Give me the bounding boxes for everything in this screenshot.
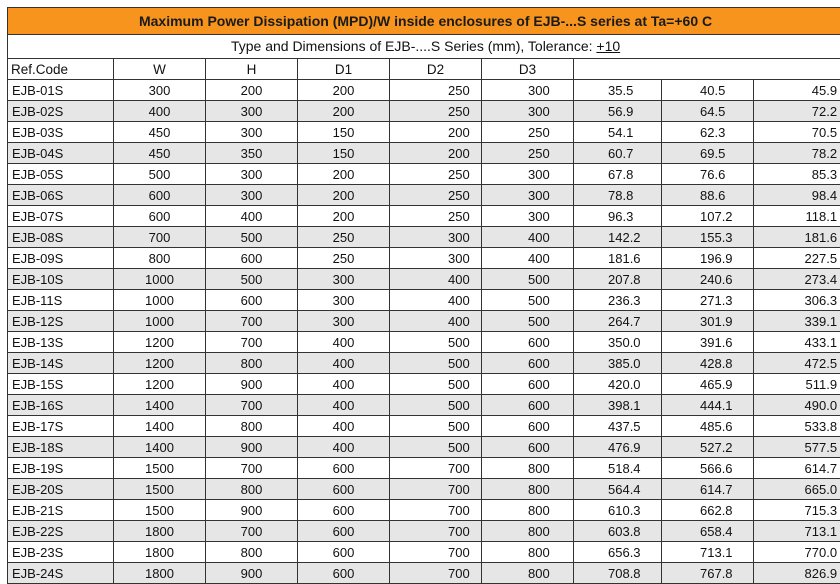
cell-ref-code: EJB-11S [8, 290, 114, 311]
cell-w: 1200 [114, 353, 206, 374]
cell-ref-code: EJB-05S [8, 164, 114, 185]
cell-d2: 500 [390, 374, 482, 395]
cell-d1: 250 [298, 227, 390, 248]
cell-mpd-1: 385.0 [574, 353, 662, 374]
table-row [8, 458, 840, 479]
cell-mpd-3: 770.0 [754, 542, 840, 563]
cell-d3: 500 [482, 311, 574, 332]
table-row [8, 353, 840, 374]
cell-d2: 300 [390, 248, 482, 269]
mpd-table [7, 7, 840, 584]
header-row [8, 59, 840, 80]
cell-w: 1200 [114, 374, 206, 395]
cell-d3: 800 [482, 563, 574, 584]
cell-d1: 600 [298, 521, 390, 542]
table-row [8, 479, 840, 500]
cell-h: 200 [206, 80, 298, 101]
cell-mpd-3: 665.0 [754, 479, 840, 500]
cell-d3: 300 [482, 185, 574, 206]
tolerance-value: +10 [596, 38, 620, 54]
cell-ref-code: EJB-21S [8, 500, 114, 521]
cell-mpd-2: 767.8 [662, 563, 754, 584]
cell-w: 1500 [114, 479, 206, 500]
table-row [8, 332, 840, 353]
cell-h: 800 [206, 416, 298, 437]
cell-w: 1800 [114, 542, 206, 563]
cell-mpd-3: 118.1 [754, 206, 840, 227]
cell-ref-code: EJB-10S [8, 269, 114, 290]
cell-mpd-1: 181.6 [574, 248, 662, 269]
cell-ref-code: EJB-02S [8, 101, 114, 122]
cell-d3: 250 [482, 143, 574, 164]
cell-d2: 700 [390, 542, 482, 563]
cell-d2: 400 [390, 269, 482, 290]
cell-d3: 300 [482, 101, 574, 122]
cell-w: 1400 [114, 395, 206, 416]
cell-d3: 400 [482, 248, 574, 269]
cell-h: 600 [206, 290, 298, 311]
cell-h: 700 [206, 458, 298, 479]
cell-d2: 500 [390, 353, 482, 374]
table-row [8, 80, 840, 101]
cell-mpd-3: 533.8 [754, 416, 840, 437]
cell-h: 900 [206, 563, 298, 584]
cell-mpd-2: 155.3 [662, 227, 754, 248]
cell-mpd-1: 420.0 [574, 374, 662, 395]
cell-mpd-2: 76.6 [662, 164, 754, 185]
cell-d3: 600 [482, 416, 574, 437]
cell-d2: 500 [390, 416, 482, 437]
table-row [8, 122, 840, 143]
cell-mpd-1: 603.8 [574, 521, 662, 542]
header-d2: D2 [390, 59, 482, 80]
cell-d3: 600 [482, 332, 574, 353]
cell-d2: 500 [390, 332, 482, 353]
cell-w: 800 [114, 248, 206, 269]
cell-mpd-1: 142.2 [574, 227, 662, 248]
table-row [8, 311, 840, 332]
cell-w: 1400 [114, 437, 206, 458]
cell-mpd-2: 658.4 [662, 521, 754, 542]
cell-mpd-3: 826.9 [754, 563, 840, 584]
cell-mpd-2: 713.1 [662, 542, 754, 563]
header-ref-code: Ref.Code [8, 59, 114, 80]
cell-d3: 300 [482, 80, 574, 101]
cell-h: 350 [206, 143, 298, 164]
cell-h: 900 [206, 437, 298, 458]
cell-d3: 800 [482, 458, 574, 479]
cell-d1: 200 [298, 164, 390, 185]
cell-h: 700 [206, 311, 298, 332]
table-row [8, 542, 840, 563]
cell-mpd-3: 45.9 [754, 80, 840, 101]
table-row [8, 416, 840, 437]
cell-mpd-1: 207.8 [574, 269, 662, 290]
cell-mpd-1: 96.3 [574, 206, 662, 227]
cell-w: 1000 [114, 290, 206, 311]
cell-d3: 800 [482, 500, 574, 521]
cell-mpd-2: 240.6 [662, 269, 754, 290]
cell-mpd-3: 70.5 [754, 122, 840, 143]
cell-mpd-3: 433.1 [754, 332, 840, 353]
cell-ref-code: EJB-18S [8, 437, 114, 458]
cell-mpd-2: 428.8 [662, 353, 754, 374]
cell-h: 300 [206, 185, 298, 206]
cell-d3: 800 [482, 479, 574, 500]
cell-mpd-2: 196.9 [662, 248, 754, 269]
cell-mpd-1: 610.3 [574, 500, 662, 521]
cell-mpd-3: 472.5 [754, 353, 840, 374]
cell-d3: 800 [482, 542, 574, 563]
cell-d1: 300 [298, 269, 390, 290]
cell-h: 500 [206, 227, 298, 248]
cell-ref-code: EJB-17S [8, 416, 114, 437]
cell-mpd-2: 40.5 [662, 80, 754, 101]
cell-mpd-3: 78.2 [754, 143, 840, 164]
cell-h: 300 [206, 101, 298, 122]
cell-d1: 200 [298, 80, 390, 101]
header-blank [574, 59, 840, 80]
cell-d2: 250 [390, 206, 482, 227]
cell-w: 1000 [114, 311, 206, 332]
cell-d2: 250 [390, 185, 482, 206]
cell-mpd-3: 490.0 [754, 395, 840, 416]
table-row [8, 395, 840, 416]
cell-h: 500 [206, 269, 298, 290]
cell-mpd-3: 98.4 [754, 185, 840, 206]
cell-ref-code: EJB-23S [8, 542, 114, 563]
cell-mpd-2: 88.6 [662, 185, 754, 206]
cell-w: 1800 [114, 563, 206, 584]
cell-mpd-1: 518.4 [574, 458, 662, 479]
cell-w: 1800 [114, 521, 206, 542]
cell-d1: 150 [298, 122, 390, 143]
cell-mpd-2: 465.9 [662, 374, 754, 395]
cell-h: 700 [206, 395, 298, 416]
cell-mpd-3: 273.4 [754, 269, 840, 290]
subtitle-text: Type and Dimensions of EJB-....S Series (mm), Tolerance: [231, 38, 596, 54]
cell-d1: 600 [298, 479, 390, 500]
cell-d1: 200 [298, 185, 390, 206]
cell-w: 1400 [114, 416, 206, 437]
cell-d2: 700 [390, 479, 482, 500]
cell-d3: 600 [482, 395, 574, 416]
cell-mpd-2: 566.6 [662, 458, 754, 479]
cell-ref-code: EJB-19S [8, 458, 114, 479]
cell-mpd-1: 350.0 [574, 332, 662, 353]
cell-w: 1200 [114, 332, 206, 353]
cell-d2: 400 [390, 290, 482, 311]
table-row [8, 374, 840, 395]
cell-mpd-3: 72.2 [754, 101, 840, 122]
cell-mpd-2: 444.1 [662, 395, 754, 416]
cell-d1: 400 [298, 353, 390, 374]
cell-d2: 250 [390, 101, 482, 122]
cell-d1: 300 [298, 290, 390, 311]
table-row [8, 563, 840, 584]
cell-d2: 700 [390, 500, 482, 521]
cell-mpd-3: 339.1 [754, 311, 840, 332]
cell-ref-code: EJB-08S [8, 227, 114, 248]
cell-ref-code: EJB-07S [8, 206, 114, 227]
cell-ref-code: EJB-04S [8, 143, 114, 164]
cell-d2: 200 [390, 122, 482, 143]
cell-mpd-1: 398.1 [574, 395, 662, 416]
table-row [8, 101, 840, 122]
cell-d1: 250 [298, 248, 390, 269]
table-title: Maximum Power Dissipation (MPD)/W inside enclosures of EJB-...S series at Ta=+60 C [8, 8, 840, 35]
cell-h: 400 [206, 206, 298, 227]
cell-h: 900 [206, 500, 298, 521]
cell-ref-code: EJB-12S [8, 311, 114, 332]
title-row [8, 8, 840, 35]
cell-d3: 400 [482, 227, 574, 248]
table-row [8, 248, 840, 269]
cell-mpd-1: 60.7 [574, 143, 662, 164]
cell-d1: 400 [298, 395, 390, 416]
header-d3: D3 [482, 59, 574, 80]
cell-d1: 400 [298, 374, 390, 395]
cell-mpd-3: 511.9 [754, 374, 840, 395]
cell-h: 800 [206, 353, 298, 374]
cell-d3: 250 [482, 122, 574, 143]
cell-h: 300 [206, 164, 298, 185]
cell-h: 800 [206, 479, 298, 500]
cell-d1: 400 [298, 416, 390, 437]
cell-h: 300 [206, 122, 298, 143]
cell-w: 450 [114, 122, 206, 143]
cell-mpd-1: 56.9 [574, 101, 662, 122]
cell-d2: 300 [390, 227, 482, 248]
cell-d3: 600 [482, 374, 574, 395]
cell-mpd-3: 306.3 [754, 290, 840, 311]
cell-d2: 500 [390, 395, 482, 416]
table-row [8, 143, 840, 164]
cell-d1: 200 [298, 101, 390, 122]
cell-mpd-1: 476.9 [574, 437, 662, 458]
cell-mpd-2: 391.6 [662, 332, 754, 353]
cell-d2: 700 [390, 458, 482, 479]
subtitle-row [8, 35, 840, 59]
cell-d3: 500 [482, 290, 574, 311]
cell-ref-code: EJB-24S [8, 563, 114, 584]
cell-mpd-3: 713.1 [754, 521, 840, 542]
cell-h: 600 [206, 248, 298, 269]
cell-h: 700 [206, 332, 298, 353]
cell-ref-code: EJB-13S [8, 332, 114, 353]
cell-d2: 250 [390, 80, 482, 101]
table-row [8, 185, 840, 206]
cell-ref-code: EJB-09S [8, 248, 114, 269]
mpd-table-container [7, 7, 833, 584]
cell-d1: 400 [298, 437, 390, 458]
cell-ref-code: EJB-20S [8, 479, 114, 500]
cell-d2: 200 [390, 143, 482, 164]
table-row [8, 437, 840, 458]
cell-h: 700 [206, 521, 298, 542]
cell-mpd-1: 67.8 [574, 164, 662, 185]
table-row [8, 290, 840, 311]
cell-mpd-2: 527.2 [662, 437, 754, 458]
cell-mpd-3: 614.7 [754, 458, 840, 479]
table-row [8, 269, 840, 290]
cell-mpd-2: 107.2 [662, 206, 754, 227]
cell-d1: 600 [298, 500, 390, 521]
cell-mpd-3: 181.6 [754, 227, 840, 248]
cell-d2: 700 [390, 521, 482, 542]
cell-d1: 600 [298, 563, 390, 584]
cell-ref-code: EJB-01S [8, 80, 114, 101]
cell-h: 800 [206, 542, 298, 563]
cell-d3: 800 [482, 521, 574, 542]
cell-mpd-3: 715.3 [754, 500, 840, 521]
cell-d2: 400 [390, 311, 482, 332]
cell-mpd-1: 264.7 [574, 311, 662, 332]
cell-mpd-1: 564.4 [574, 479, 662, 500]
cell-d1: 400 [298, 332, 390, 353]
cell-w: 500 [114, 164, 206, 185]
cell-mpd-2: 614.7 [662, 479, 754, 500]
cell-mpd-2: 301.9 [662, 311, 754, 332]
cell-w: 1500 [114, 458, 206, 479]
cell-mpd-1: 236.3 [574, 290, 662, 311]
cell-d3: 600 [482, 437, 574, 458]
cell-d3: 300 [482, 206, 574, 227]
cell-ref-code: EJB-16S [8, 395, 114, 416]
table-row [8, 164, 840, 185]
header-d1: D1 [298, 59, 390, 80]
cell-w: 600 [114, 206, 206, 227]
cell-w: 400 [114, 101, 206, 122]
cell-mpd-1: 78.8 [574, 185, 662, 206]
cell-ref-code: EJB-22S [8, 521, 114, 542]
cell-d2: 500 [390, 437, 482, 458]
cell-d3: 500 [482, 269, 574, 290]
cell-ref-code: EJB-15S [8, 374, 114, 395]
cell-mpd-2: 485.6 [662, 416, 754, 437]
cell-w: 1500 [114, 500, 206, 521]
cell-mpd-2: 62.3 [662, 122, 754, 143]
cell-mpd-1: 708.8 [574, 563, 662, 584]
cell-ref-code: EJB-14S [8, 353, 114, 374]
cell-d3: 600 [482, 353, 574, 374]
cell-mpd-1: 35.5 [574, 80, 662, 101]
table-row [8, 521, 840, 542]
table-subtitle [8, 35, 840, 59]
cell-mpd-1: 656.3 [574, 542, 662, 563]
cell-w: 450 [114, 143, 206, 164]
cell-mpd-3: 227.5 [754, 248, 840, 269]
cell-d1: 600 [298, 542, 390, 563]
cell-w: 600 [114, 185, 206, 206]
table-row [8, 206, 840, 227]
cell-ref-code: EJB-03S [8, 122, 114, 143]
cell-w: 700 [114, 227, 206, 248]
cell-w: 1000 [114, 269, 206, 290]
cell-w: 300 [114, 80, 206, 101]
cell-mpd-1: 54.1 [574, 122, 662, 143]
cell-mpd-2: 271.3 [662, 290, 754, 311]
header-h: H [206, 59, 298, 80]
table-row [8, 227, 840, 248]
cell-mpd-3: 577.5 [754, 437, 840, 458]
cell-d2: 700 [390, 563, 482, 584]
cell-mpd-1: 437.5 [574, 416, 662, 437]
cell-mpd-2: 662.8 [662, 500, 754, 521]
cell-d1: 200 [298, 206, 390, 227]
cell-mpd-3: 85.3 [754, 164, 840, 185]
cell-d1: 600 [298, 458, 390, 479]
cell-ref-code: EJB-06S [8, 185, 114, 206]
header-w: W [114, 59, 206, 80]
cell-d3: 300 [482, 164, 574, 185]
cell-d1: 150 [298, 143, 390, 164]
cell-d2: 250 [390, 164, 482, 185]
table-row [8, 500, 840, 521]
cell-h: 900 [206, 374, 298, 395]
cell-d1: 300 [298, 311, 390, 332]
cell-mpd-2: 69.5 [662, 143, 754, 164]
cell-mpd-2: 64.5 [662, 101, 754, 122]
